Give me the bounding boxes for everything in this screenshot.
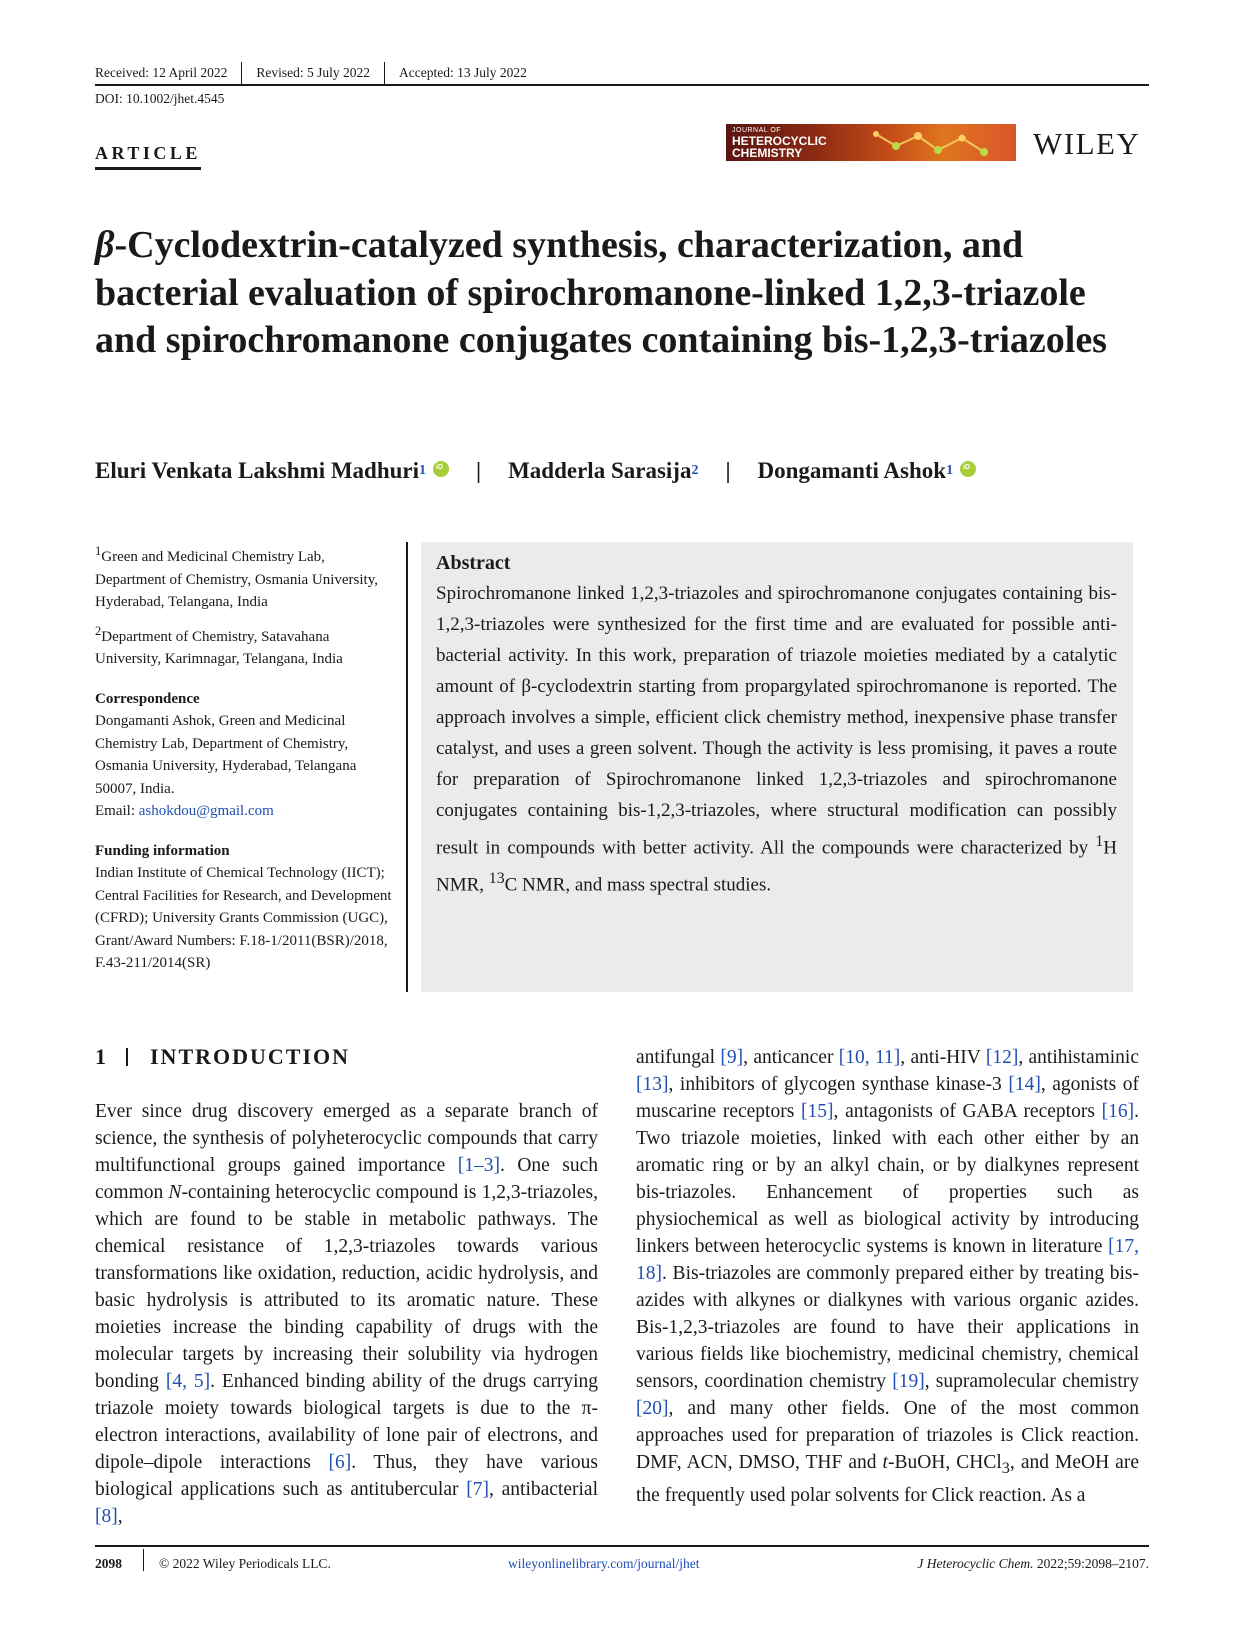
body-text: , inhibitors of glycogen synthase kinase-3 [668,1074,1009,1095]
journal-logo-line3: CHEMISTRY [732,146,803,160]
journal-url-link[interactable]: wileyonlinelibrary.com/journal/jhet [508,1556,700,1571]
author-name: Madderla Sarasija [508,458,692,483]
abstract-text-part: C NMR, and mass spectral studies. [504,874,772,896]
intro-paragraph-1 [95,1098,598,1530]
abstract-heading: Abstract [436,552,511,574]
section-title: INTRODUCTION [150,1044,351,1069]
citation-link[interactable]: [4, 5] [165,1371,211,1392]
body-text: , antibacterial [489,1479,598,1500]
abstract-text [436,578,1117,901]
footer-divider [143,1549,144,1571]
copyright: © 2022 Wiley Periodicals LLC. [159,1556,331,1571]
page-number: 2098 [95,1556,122,1571]
section-divider [126,1048,128,1066]
article-info-column [95,540,395,975]
body-text: , anti-HIV [900,1047,986,1068]
article-dates [95,62,1149,84]
body-text: . Thus, they have various biological applications such as antitubercular [95,1452,599,1500]
abstract-text-part: Spirochromanone linked 1,2,3-triazoles and spirochromanone conjugates containing bis-1,2,3-triazoles were synthesized for the first time and are evaluated for possible anti-bacterial activity. In this work, preparation of triazole moieties mediated by a catalytic amount of β-cyclodextrin starting from propargylated spirochromanone is reported. The approach involves a simple, efficient click chemistry method, inexpensive phase transfer catalyst, and uses a green solvent. Though the activity is less promising, it paves a route for preparation of Spirochromanone linked 1,2,3-triazoles and spirochromanone conjugates containing bis-1,2,3-triazoles, where structural modification can possibly result in compounds with better activity. All the compounds were characterized by [436,583,1117,859]
author-name: Dongamanti Ashok [757,458,947,483]
author-affiliation-link[interactable]: 1 [419,463,427,478]
author-list [95,458,976,484]
article-type-label: ARTICLE [95,143,201,170]
citation-link[interactable]: [14] [1008,1074,1041,1095]
revised-date: Revised: 5 July 2022 [256,65,370,80]
journal-citation [917,1556,1149,1572]
funding-text: Indian Institute of Chemical Technology (IICT); Central Facilities for Research, and Development (CFRD); University Grants Commission (UGC), Grant/Award Numbers: F.18-1/2011(BSR)/2018, F.43-211/2014(SR) [95,865,392,971]
body-text: , agonists of muscarine receptors [636,1074,1139,1122]
citation-link[interactable]: [8] [95,1506,118,1527]
date-divider [384,62,385,84]
affiliation-2 [95,620,395,671]
article-title [95,222,1155,365]
column-divider [406,542,408,992]
journal-logo [726,124,1016,161]
citation-link[interactable]: [19] [892,1371,925,1392]
body-text-italic: N [168,1182,182,1203]
body-text: -containing heterocyclic compound is 1,2,3-triazoles, which are found to be stable in metabolic pathways. The chemical resistance of 1,2,3-triazoles towards various transformations like oxidation, reduction, acidic hydrolysis, and basic hydrolysis is attributed to its aromatic nature. These moieties increase the binding capability of drugs with the molecular targets by increasing their solubility via hydrogen bonding [95,1182,598,1392]
email-label: Email: [95,803,139,819]
section-number: 1 [95,1044,108,1069]
title-beta: β [95,224,115,266]
citation-link[interactable]: [7] [466,1479,489,1500]
affiliation-number: 1 [95,544,102,558]
orcid-icon[interactable] [433,461,449,477]
publisher-logo: WILEY [1033,126,1141,161]
body-text: antifungal [636,1047,721,1068]
page-footer [95,1547,1149,1573]
funding-heading: Funding information [95,842,230,859]
chemical-subscript: 3 [1001,1458,1010,1477]
isotope-superscript: 1 [1095,833,1104,850]
body-text: , anticancer [743,1047,839,1068]
citation-link[interactable]: [16] [1101,1101,1135,1122]
date-divider [241,62,242,84]
citation-link[interactable]: [12] [985,1047,1019,1068]
title-text: -Cyclodextrin-catalyzed synthesis, characterization, and bacterial evaluation of spirochromanone-linked 1,2,3-triazole and spirochromanone conjugates containing bis-1,2,3-triazoles [95,224,1107,361]
author-affiliation-link[interactable]: 1 [946,463,954,478]
journal-logo-line1: JOURNAL OF [732,127,782,134]
citation-link[interactable]: [20] [636,1398,669,1419]
doi: DOI: 10.1002/jhet.4545 [95,91,225,106]
author-affiliation-link[interactable]: 2 [691,463,699,478]
abstract-box [421,542,1133,992]
body-text: , antagonists of GABA receptors [833,1101,1102,1122]
section-heading-introduction [95,1044,350,1070]
author-divider: | [476,458,482,483]
body-text: Ever since drug discovery emerged as a separate branch of science, the synthesis of polyheterocyclic compounds that carry multifunctional groups gained importance [95,1101,598,1176]
email-link[interactable]: ashokdou@gmail.com [138,803,274,819]
citation-link[interactable]: [6] [328,1452,352,1473]
intro-paragraph-2 [636,1044,1139,1509]
body-text: , antihistaminic [1018,1047,1140,1068]
body-text: . Bis-triazoles are commonly prepared either by treating bis-azides with alkynes or dialkynes with various organic azides. Bis-1,2,3-triazoles are found to have their applications in various fields like biochemistry, medicinal chemistry, chemical sensors, coordination chemistry [636,1263,1139,1392]
body-text: , [117,1506,123,1527]
correspondence-address: Dongamanti Ashok, Green and Medicinal Chemistry Lab, Department of Chemistry, Osmania University, Hyderabad, Telangana 50007, India. [95,713,357,797]
body-text: . One such common [95,1155,599,1203]
citation-link[interactable]: [17, 18] [636,1236,1139,1284]
body-text: , and MeOH are the frequently used polar solvents for Click reaction. As a [636,1452,1139,1506]
author-divider: | [725,458,731,483]
body-text: , supramolecular chemistry [924,1371,1139,1392]
body-text: , and many other fields. One of the most common approaches used for preparation of triazoles is Click reaction. DMF, ACN, DMSO, THF and [636,1398,1139,1473]
citation-link[interactable]: [15] [801,1101,834,1122]
citation-link[interactable]: [13] [636,1074,669,1095]
isotope-superscript: 13 [488,870,505,888]
author-name: Eluri Venkata Lakshmi Madhuri [95,458,420,483]
body-text: -BuOH, CHCl [887,1452,1002,1473]
citation-link[interactable]: [10, 11] [838,1047,901,1068]
journal-logo-line2: HETEROCYCLIC [732,134,827,148]
affiliation-number: 2 [95,623,102,638]
abstract-text-part: H NMR, [436,837,1117,896]
header-rule [95,84,1149,86]
citation-link[interactable]: [1–3] [457,1155,501,1176]
body-text: . Enhanced binding ability of the drugs carrying triazole moiety towards biological targets is due to the π-electron interactions, availability of lone pair of electrons, and dipole–dipole interactions [95,1371,598,1473]
received-date: Received: 12 April 2022 [95,65,228,80]
citation-volume: 2022;59:2098–2107. [1033,1556,1149,1571]
orcid-icon[interactable] [960,461,976,477]
affiliation-text: Green and Medicinal Chemistry Lab, Department of Chemistry, Osmania University, Hyderabad, Telangana, India [95,549,378,610]
correspondence-heading: Correspondence [95,690,200,707]
affiliation-text: Department of Chemistry, Satavahana University, Karimnagar, Telangana, India [95,628,343,667]
correspondence-text [95,710,395,823]
accepted-date: Accepted: 13 July 2022 [398,65,527,80]
body-text: . Two triazole moieties, linked with each other either by an aromatic ring or by an alkyl chain, or by dialkynes represent bis-triazoles. Enhancement of properties such as physiochemical as well as biological activity by introducing linkers between heterocyclic systems is known in literature [636,1101,1139,1257]
citation-link[interactable]: [9] [720,1047,744,1068]
citation-journal: J Heterocyclic Chem. [917,1556,1034,1571]
affiliation-1 [95,540,395,614]
body-text-italic: t [882,1452,888,1473]
